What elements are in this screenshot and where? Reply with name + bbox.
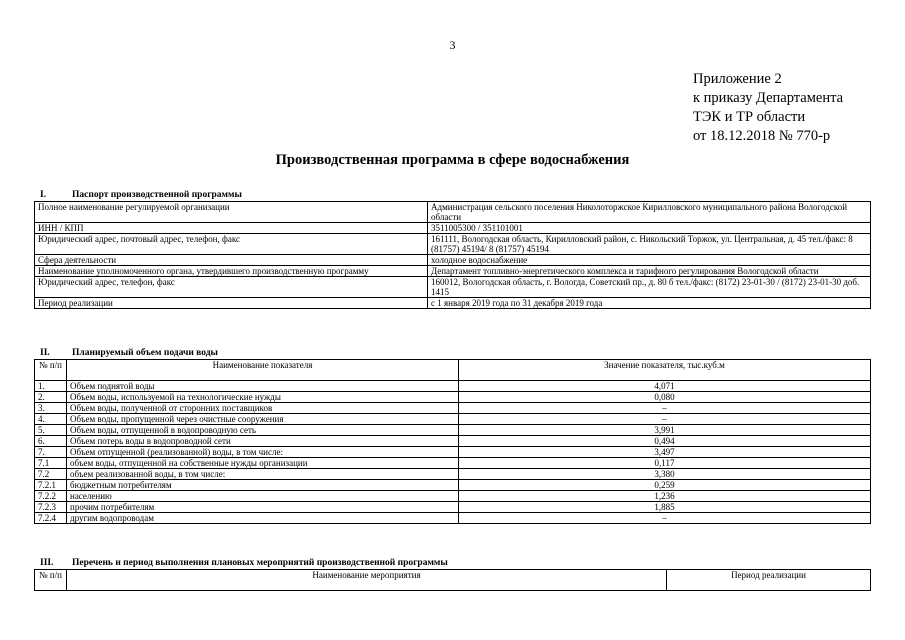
table-row bbox=[35, 502, 871, 513]
indicator-name: прочим потребителям bbox=[67, 502, 459, 513]
passport-value: 3511005300 / 351101001 bbox=[428, 223, 871, 234]
row-number: 7.2.2 bbox=[35, 491, 67, 502]
section-number: III. bbox=[40, 558, 54, 568]
row-number: 6. bbox=[35, 436, 67, 447]
indicator-value: 4,071 bbox=[459, 381, 871, 392]
table-row bbox=[35, 447, 871, 458]
row-number: 1. bbox=[35, 381, 67, 392]
table-row bbox=[35, 414, 871, 425]
document-title: Производственная программа в сфере водоснабжения bbox=[275, 152, 630, 168]
row-number: 7.2 bbox=[35, 469, 67, 480]
passport-label: Наименование уполномоченного органа, утвердившего производственную программу bbox=[35, 266, 428, 277]
page-number: 3 bbox=[449, 38, 456, 52]
indicator-name: Объем воды, полученной от сторонних поставщиков bbox=[67, 403, 459, 414]
row-number: 4. bbox=[35, 414, 67, 425]
table-header-row bbox=[35, 570, 871, 591]
table-row bbox=[35, 491, 871, 502]
indicator-name: Объем отпущенной (реализованной) воды, в том числе: bbox=[67, 447, 459, 458]
indicator-name: Объем воды, отпущенной в водопроводную сеть bbox=[67, 425, 459, 436]
passport-row bbox=[35, 277, 871, 298]
table-row bbox=[35, 392, 871, 403]
indicator-value: – bbox=[459, 513, 871, 524]
table-row bbox=[35, 381, 871, 392]
water-volume-table bbox=[34, 359, 871, 524]
section-title: Перечень и период выполнения плановых мероприятий производственной программы bbox=[72, 558, 448, 568]
indicator-value: 3,991 bbox=[459, 425, 871, 436]
indicator-name: Объем воды, используемой на технологические нужды bbox=[67, 392, 459, 403]
passport-label: Сфера деятельности bbox=[35, 255, 428, 266]
passport-row bbox=[35, 298, 871, 309]
passport-label: Юридический адрес, телефон, факс bbox=[35, 277, 428, 298]
passport-row bbox=[35, 266, 871, 277]
indicator-name: объем воды, отпущенной на собственные нужды организации bbox=[67, 458, 459, 469]
table-row bbox=[35, 403, 871, 414]
passport-value: 161111, Вологодская область, Кирилловский район, с. Никольский Торжок, ул. Центральная, д. 45 тел./факс: 8 (81757) 45194/ 8 (81757) 45194 bbox=[428, 234, 871, 255]
row-number: 7.1 bbox=[35, 458, 67, 469]
indicator-value: – bbox=[459, 403, 871, 414]
passport-value: холодное водоснабжение bbox=[428, 255, 871, 266]
indicator-value: – bbox=[459, 414, 871, 425]
table-row bbox=[35, 469, 871, 480]
passport-label: Полное наименование регулируемой организации bbox=[35, 202, 428, 223]
indicator-name: другим водопроводам bbox=[67, 513, 459, 524]
indicator-name: Объем воды, пропущенной через очистные сооружения bbox=[67, 414, 459, 425]
section-number: I. bbox=[40, 190, 47, 200]
indicator-name: Объем потерь воды в водопроводной сети bbox=[67, 436, 459, 447]
row-number: 5. bbox=[35, 425, 67, 436]
indicator-value: 0,494 bbox=[459, 436, 871, 447]
passport-value: Департамент топливно-энергетического комплекса и тарифного регулирования Вологодской области bbox=[428, 266, 871, 277]
column-header-name: Наименование показателя bbox=[67, 360, 459, 381]
table-row bbox=[35, 513, 871, 524]
measures-table bbox=[34, 569, 871, 591]
section-title: Паспорт производственной программы bbox=[72, 190, 242, 200]
passport-label: Период реализации bbox=[35, 298, 428, 309]
passport-row bbox=[35, 234, 871, 255]
indicator-value: 1,236 bbox=[459, 491, 871, 502]
section-1-heading bbox=[40, 190, 242, 200]
row-number: 2. bbox=[35, 392, 67, 403]
row-number: 7.2.3 bbox=[35, 502, 67, 513]
table-header-row bbox=[35, 360, 871, 381]
table-row bbox=[35, 436, 871, 447]
column-header-number: № п/п bbox=[35, 570, 67, 591]
indicator-name: населению bbox=[67, 491, 459, 502]
indicator-value: 3,497 bbox=[459, 447, 871, 458]
passport-row bbox=[35, 255, 871, 266]
section-2-heading bbox=[40, 348, 218, 358]
indicator-value: 0,080 bbox=[459, 392, 871, 403]
passport-value: 160012, Вологодская область, г. Вологда, Советский пр., д. 80 б тел./факс: (8172) 23-01-30 / (8172) 23-01-30 доб. 1415 bbox=[428, 277, 871, 298]
appendix-line: к приказу Департамента bbox=[693, 90, 844, 106]
column-header-period: Период реализации bbox=[667, 570, 871, 591]
row-number: 3. bbox=[35, 403, 67, 414]
section-number: II. bbox=[40, 348, 50, 358]
appendix-line: Приложение 2 bbox=[693, 71, 782, 87]
indicator-name: объем реализованной воды, в том числе: bbox=[67, 469, 459, 480]
row-number: 7.2.1 bbox=[35, 480, 67, 491]
appendix-line: от 18.12.2018 № 770-р bbox=[693, 128, 831, 144]
indicator-value: 0,117 bbox=[459, 458, 871, 469]
table-row bbox=[35, 480, 871, 491]
passport-row bbox=[35, 223, 871, 234]
passport-row bbox=[35, 202, 871, 223]
passport-value: с 1 января 2019 года по 31 декабря 2019 года bbox=[428, 298, 871, 309]
table-row bbox=[35, 458, 871, 469]
section-3-heading bbox=[40, 558, 448, 568]
indicator-value: 0,259 bbox=[459, 480, 871, 491]
column-header-name: Наименование мероприятия bbox=[67, 570, 667, 591]
column-header-value: Значение показателя, тыс.куб.м bbox=[459, 360, 871, 381]
row-number: 7.2.4 bbox=[35, 513, 67, 524]
row-number: 7. bbox=[35, 447, 67, 458]
section-title: Планируемый объем подачи воды bbox=[72, 348, 218, 358]
indicator-name: Объем поднятой воды bbox=[67, 381, 459, 392]
appendix-line: ТЭК и ТР области bbox=[693, 109, 806, 125]
passport-label: ИНН / КПП bbox=[35, 223, 428, 234]
passport-label: Юридический адрес, почтовый адрес, телефон, факс bbox=[35, 234, 428, 255]
appendix-note bbox=[693, 70, 843, 146]
indicator-name: бюджетным потребителям bbox=[67, 480, 459, 491]
column-header-number: № п/п bbox=[35, 360, 67, 381]
passport-table bbox=[34, 201, 871, 309]
indicator-value: 3,380 bbox=[459, 469, 871, 480]
indicator-value: 1,885 bbox=[459, 502, 871, 513]
passport-value: Администрация сельского поселения Николоторжское Кирилловского муниципального района Вологодской области bbox=[428, 202, 871, 223]
table-row bbox=[35, 425, 871, 436]
